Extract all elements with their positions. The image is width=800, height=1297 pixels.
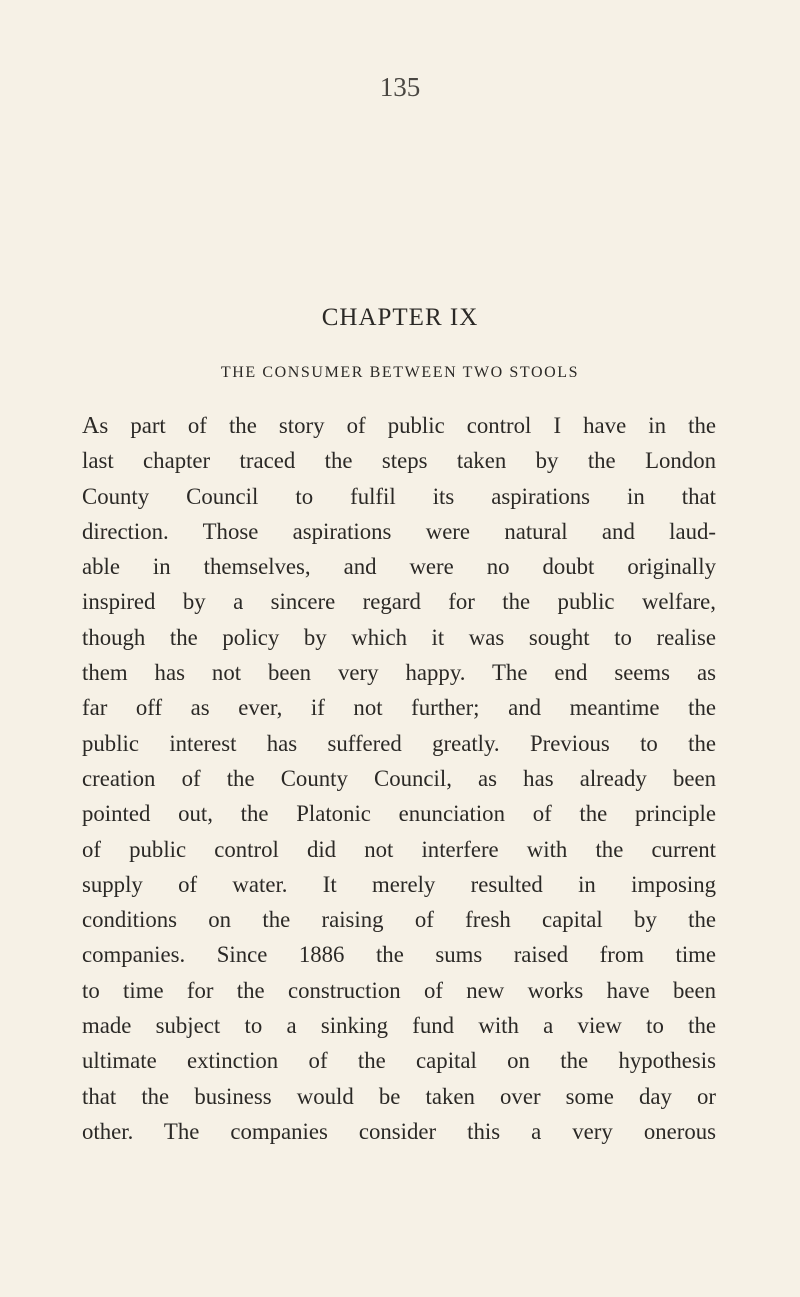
- text-line: last chapter traced the steps taken by the London: [82, 448, 716, 474]
- text-line: of public control did not interfere with the current: [82, 836, 716, 862]
- text-line: County Council to fulfil its aspirations in that: [82, 483, 716, 509]
- text-line: supply of water. It merely resulted in imposing: [82, 871, 716, 897]
- text-line: though the policy by which it was sought to realise: [82, 624, 716, 650]
- text-line: direction. Those aspirations were natural and laud-: [82, 518, 716, 544]
- text-line: conditions on the raising of fresh capital by the: [82, 907, 716, 933]
- text-line: inspired by a sincere regard for the public welfare,: [82, 589, 716, 615]
- page-number: 135: [379, 72, 421, 102]
- text-line: far off as ever, if not further; and meantime the: [82, 695, 716, 721]
- text-line: that the business would be taken over some day or: [82, 1083, 716, 1109]
- text-line: able in themselves, and were no doubt originally: [82, 554, 716, 580]
- text-line: other. The companies consider this a very onerous: [82, 1118, 716, 1144]
- text-line: companies. Since 1886 the sums raised from time: [82, 942, 716, 968]
- text-line: them has not been very happy. The end seems as: [82, 660, 716, 686]
- chapter-subtitle: THE CONSUMER BETWEEN TWO STOOLS: [220, 364, 580, 381]
- chapter-title: CHAPTER IX: [321, 304, 479, 331]
- text-line: ultimate extinction of the capital on the hypothesis: [82, 1048, 716, 1074]
- text-line: As part of the story of public control I have in the: [82, 413, 716, 439]
- body-text: [82, 408, 716, 1149]
- text-line: creation of the County Council, as has already been: [82, 765, 716, 791]
- text-line: to time for the construction of new works have been: [82, 977, 716, 1003]
- text-line: made subject to a sinking fund with a view to the: [82, 1013, 716, 1039]
- text-line: pointed out, the Platonic enunciation of the principle: [82, 801, 716, 827]
- text-line: public interest has suffered greatly. Previous to the: [82, 730, 716, 756]
